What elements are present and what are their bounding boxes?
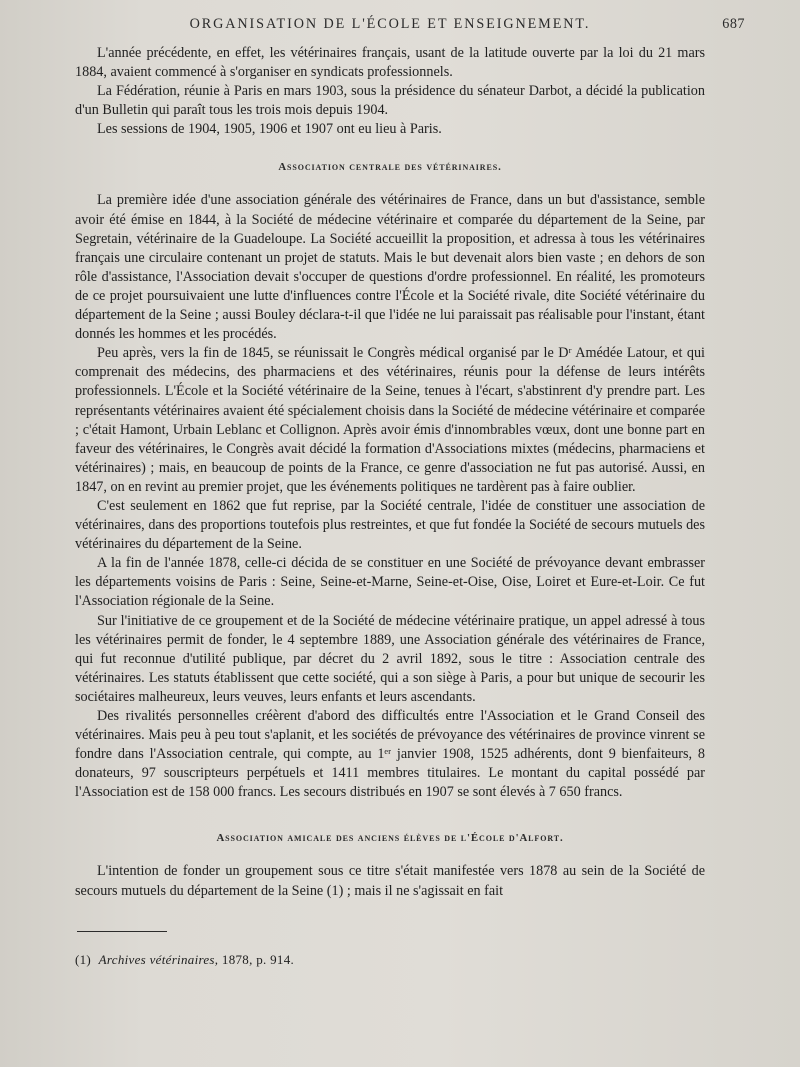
- section-1-paragraph-6: Des rivalités personnelles créèrent d'abord des difficultés entre l'Association et le Grand Conseil des vétérinaires. Mais peu à peu tout s'aplanit, et les sociétés de prévoyance des vétérinaires de province vinrent se fondre dans l'Association centrale, qui compte, au 1ᵉʳ janvier 1908, 1525 adhérents, dont 9 bienfaiteurs, 8 donateurs, 97 souscripteurs perpétuels et 1411 membres titulaires. Le montant du capital possédé par l'Association est de 158 000 francs. Les secours distribués en 1907 se sont élevés à 7 650 francs.: [75, 708, 705, 801]
- intro-paragraph-3: Les sessions de 1904, 1905, 1906 et 1907 ont eu lieu à Paris.: [97, 121, 442, 138]
- section-2-paragraph-1: L'intention de fonder un groupement sous ce titre s'était manifestée vers 1878 au sein de la Société de secours mutuels du département de la Seine (1) ; mais il ne s'agissait en fait: [75, 863, 705, 899]
- footnote-source: Archives vétérinaires,: [98, 951, 219, 967]
- running-title: ORGANISATION DE L'ÉCOLE ET ENSEIGNEMENT.: [189, 16, 591, 32]
- section-title-association-amicale: Association amicale des anciens élèves de l'École d'Alfort.: [216, 832, 564, 845]
- footnote: [75, 952, 705, 968]
- footnote-label: (1): [75, 951, 92, 967]
- section-1-paragraph-5: Sur l'initiative de ce groupement et de la Société de médecine vétérinaire pratique, un appel adressé à tous les vétérinaires permit de fonder, le 4 septembre 1889, une Association générale des vétérinaires de France, qui fut reconnue d'utilité publique, par décret du 2 avril 1892, sous le titre : Association centrale des vétérinaires. Les statuts établissent que cette société, qui a son siège à Paris, a pour but unique de secourir les sociétaires malheureux, leurs veuves, leurs enfants et leurs ascendants.: [75, 612, 705, 705]
- section-1-paragraph-2: Peu après, vers la fin de 1845, se réunissait le Congrès médical organisé par le Dʳ Amédée Latour, et qui comprenait des médecins, des pharmaciens et des vétérinaires, réunis pour la défense de leurs intérêts professionnels. L'École et la Société vétérinaire de la Seine, tenues à l'écart, s'abstinrent d'y prendre part. Les représentants vétérinaires avaient été spécialement choisis dans la Société de médecine vétérinaire et comparée ; c'était Hamont, Urbain Leblanc et Collignon. Après avoir émis d'innombrables vœux, dont une bonne part en faveur des vétérinaires, le Congrès avait décidé la formation d'Associations mixtes (médecins, pharmaciens et vétérinaires) ; mais, en beaucoup de points de la France, ce genre d'association ne fut pas autorisé. Aussi, en 1847, on en revint au premier projet, que les événements politiques ne tardèrent pas à faire oublier.: [75, 345, 705, 495]
- section-1-paragraph-4: A la fin de l'année 1878, celle-ci décida de se constituer en une Société de prévoyance devant embrasser les départements voisins de Paris : Seine, Seine-et-Marne, Seine-et-Oise, Oise, Loiret et Eure-et-Loir. Ce fut l'Association régionale de la Seine.: [75, 555, 705, 610]
- section-title-association-centrale: Association centrale des vétérinaires.: [278, 161, 502, 174]
- section-1-paragraph-1: La première idée d'une association générale des vétérinaires de France, dans un but d'assistance, semble avoir été émise en 1844, à la Société de médecine vétérinaire et comparée du département de la Seine, par Segretain, vétérinaire de la Guadeloupe. La Société accueillit la proposition, et adressa à tous les vétérinaires français une circulaire contenant un projet de statuts. Mais le but devenait alors bien vaste ; en dehors de son rôle d'assistance, l'Association devait s'occuper de questions d'ordre professionnel. En réalité, les promoteurs de ce projet poursuivaient une lutte d'influences contre l'École et la Société rivale, dite Société vétérinaire du département de la Seine ; aussi Bouley déclara-t-il que l'idée ne lui paraissait pas réalisable pour l'instant, étant donnés les hommes et les procédés.: [75, 192, 705, 343]
- footnote-divider: [77, 931, 167, 932]
- page-number: 687: [722, 16, 745, 32]
- running-header: [75, 16, 745, 38]
- intro-paragraph-1: L'année précédente, en effet, les vétérinaires français, usant de la latitude ouverte par la loi du 21 mars 1884, avaient commencé à s'organiser en syndicats professionnels.: [75, 45, 705, 81]
- footnote-details: 1878, p. 914.: [221, 951, 295, 967]
- section-1-paragraph-3: C'est seulement en 1862 que fut reprise, par la Société centrale, l'idée de constituer une association de vétérinaires, dans des proportions toutefois plus restreintes, et que fut fondée la Société de secours mutuels des vétérinaires du département de la Seine.: [75, 497, 705, 553]
- intro-paragraph-2: La Fédération, réunie à Paris en mars 1903, sous la présidence du sénateur Darbot, a décidé la publication d'un Bulletin qui paraît tous les trois mois depuis 1904.: [75, 83, 705, 119]
